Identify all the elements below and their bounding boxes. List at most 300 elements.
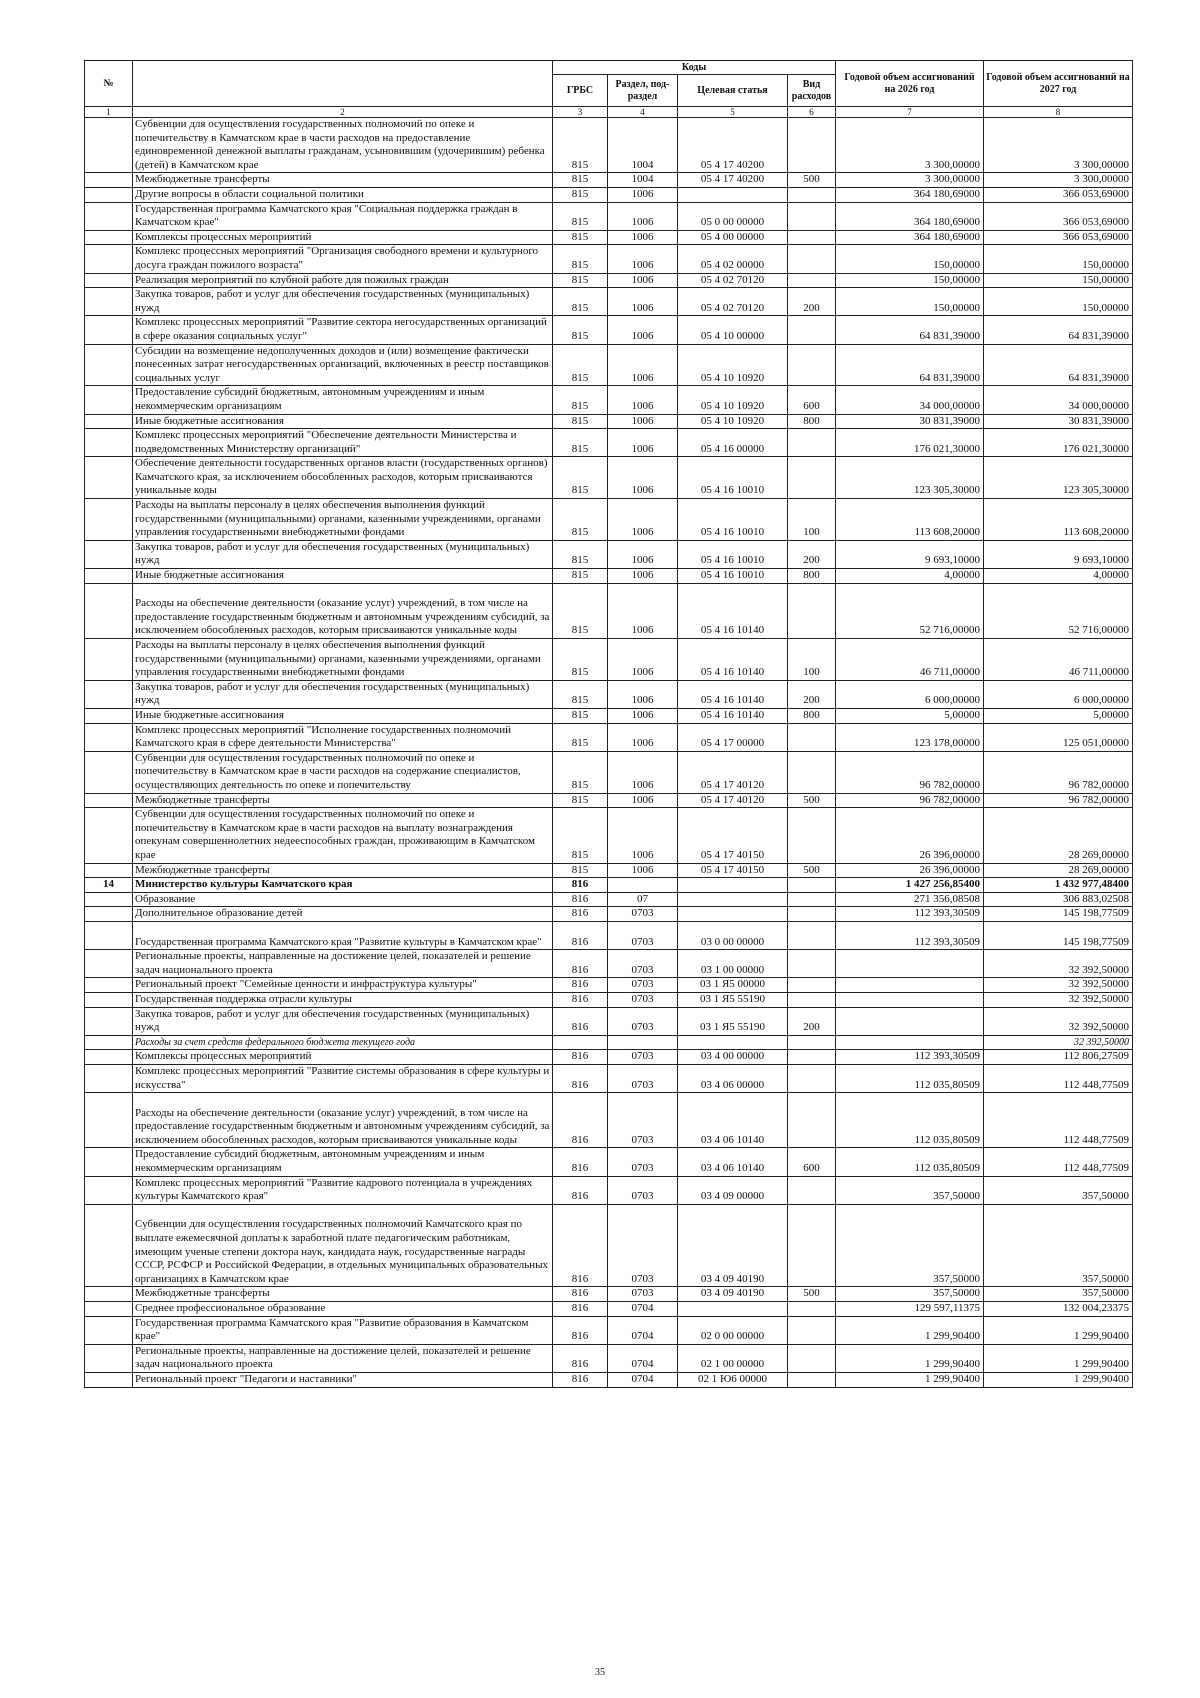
col-number: 3 [553,107,608,118]
row-name: Государственная программа Камчатского края "Социальная поддержка граждан в Камчатском крае" [133,202,553,230]
row-target-article: 03 1 Я5 55190 [678,1007,788,1035]
row-expense-type [788,992,836,1007]
row-sum-2026: 1 299,90400 [836,1316,984,1344]
row-sum-2026: 357,50000 [836,1204,984,1287]
row-sum-2027: 125 051,00000 [984,723,1133,751]
row-grbs: 816 [553,978,608,993]
row-sum-2026: 112 393,30509 [836,907,984,922]
table-row [85,808,1133,863]
page-number: 35 [595,1667,605,1678]
row-razdel: 0703 [608,1176,678,1204]
row-sum-2027: 150,00000 [984,245,1133,273]
header-sum-2026: Годовой объем ассигнований на 2026 год [836,61,984,107]
row-target-article: 05 4 17 40200 [678,173,788,188]
row-sum-2026: 150,00000 [836,245,984,273]
row-expense-type [788,1064,836,1092]
row-sum-2027: 132 004,23375 [984,1302,1133,1317]
row-target-article: 05 4 00 00000 [678,230,788,245]
row-sum-2026: 176 021,30000 [836,429,984,457]
row-name: Закупка товаров, работ и услуг для обеспечения государственных (муниципальных) нужд [133,288,553,316]
row-expense-type: 100 [788,499,836,541]
table-row [85,1204,1133,1287]
row-sum-2027: 32 392,50000 [984,1035,1133,1050]
row-name: Комплексы процессных мероприятий [133,1050,553,1065]
table-row [85,1064,1133,1092]
row-sum-2027: 96 782,00000 [984,751,1133,793]
row-number [85,1050,133,1065]
table-row [85,863,1133,878]
row-name: Государственная программа Камчатского края "Развитие образования в Камчатском крае" [133,1316,553,1344]
row-name: Субвенции для осуществления государственных полномочий по опеке и попечительству в Камчатском крае в части расходов на выплату вознаграждения опекунам совершеннолетних недееспособных граждан, проживающим в Камчатском крае [133,808,553,863]
row-name: Комплекс процессных мероприятий "Исполнение государственных полномочий Камчатского края в сфере деятельности Министерства" [133,723,553,751]
row-sum-2027: 3 300,00000 [984,173,1133,188]
row-expense-type [788,316,836,344]
row-sum-2027: 366 053,69000 [984,187,1133,202]
row-razdel: 1006 [608,187,678,202]
row-target-article: 03 1 Я5 55190 [678,992,788,1007]
table-row [85,709,1133,724]
table-row [85,978,1133,993]
row-grbs: 815 [553,793,608,808]
row-target-article: 05 4 17 40150 [678,808,788,863]
row-razdel: 1006 [608,808,678,863]
row-name: Субсидии на возмещение недополученных доходов и (или) возмещение фактически понесенных затрат негосударственных организаций, включенных в реестр поставщиков социальных услуг [133,344,553,386]
row-target-article: 03 4 00 00000 [678,1050,788,1065]
row-name: Закупка товаров, работ и услуг для обеспечения государственных (муниципальных) нужд [133,540,553,568]
row-number [85,344,133,386]
row-razdel: 1006 [608,680,678,708]
row-grbs: 815 [553,118,608,173]
row-number [85,118,133,173]
table-row [85,1344,1133,1372]
row-target-article: 05 4 02 70120 [678,288,788,316]
row-grbs: 816 [553,892,608,907]
row-sum-2026: 1 299,90400 [836,1373,984,1388]
row-razdel: 0704 [608,1302,678,1317]
table-row [85,907,1133,922]
row-sum-2027: 1 432 977,48400 [984,878,1133,893]
row-grbs: 815 [553,863,608,878]
row-razdel: 1006 [608,540,678,568]
row-expense-type: 800 [788,569,836,584]
row-sum-2026: 3 300,00000 [836,173,984,188]
row-grbs: 815 [553,414,608,429]
row-razdel: 1004 [608,118,678,173]
row-number [85,808,133,863]
row-grbs: 816 [553,1316,608,1344]
table-row [85,1373,1133,1388]
col-number: 6 [788,107,836,118]
row-target-article [678,1302,788,1317]
row-grbs: 816 [553,992,608,1007]
row-target-article [678,878,788,893]
row-target-article: 05 4 17 00000 [678,723,788,751]
row-sum-2026: 123 178,00000 [836,723,984,751]
row-number [85,1287,133,1302]
row-target-article: 05 4 16 10010 [678,569,788,584]
row-number [85,680,133,708]
row-expense-type [788,878,836,893]
row-razdel: 1006 [608,793,678,808]
row-name: Региональный проект "Педагоги и наставники" [133,1373,553,1388]
row-razdel: 0703 [608,907,678,922]
table-row [85,202,1133,230]
table-row [85,878,1133,893]
row-expense-type: 600 [788,386,836,414]
row-sum-2026: 26 396,00000 [836,863,984,878]
table-row [85,457,1133,499]
row-sum-2026: 113 608,20000 [836,499,984,541]
row-sum-2027: 64 831,39000 [984,344,1133,386]
row-name: Комплексы процессных мероприятий [133,230,553,245]
row-number [85,892,133,907]
row-grbs: 816 [553,950,608,978]
row-razdel: 1006 [608,414,678,429]
row-sum-2026 [836,978,984,993]
row-number [85,992,133,1007]
row-number [85,569,133,584]
row-target-article [678,1035,788,1050]
row-sum-2026: 6 000,00000 [836,680,984,708]
row-sum-2027: 30 831,39000 [984,414,1133,429]
table-row [85,344,1133,386]
row-grbs: 815 [553,316,608,344]
row-grbs: 816 [553,1344,608,1372]
row-sum-2027: 32 392,50000 [984,978,1133,993]
row-sum-2026: 52 716,00000 [836,583,984,638]
row-sum-2026: 3 300,00000 [836,118,984,173]
row-grbs: 815 [553,386,608,414]
row-sum-2027: 357,50000 [984,1176,1133,1204]
table-row [85,1287,1133,1302]
row-number [85,202,133,230]
row-sum-2026: 112 393,30509 [836,1050,984,1065]
row-target-article: 05 4 10 10920 [678,414,788,429]
table-row [85,288,1133,316]
header-sum-2027: Годовой объем ассигнований на 2027 год [984,61,1133,107]
table-row [85,187,1133,202]
row-expense-type [788,978,836,993]
row-razdel: 1006 [608,499,678,541]
row-name: Иные бюджетные ассигнования [133,414,553,429]
budget-table [84,60,1133,1388]
row-grbs [553,1035,608,1050]
row-grbs: 815 [553,173,608,188]
row-expense-type [788,1302,836,1317]
table-row [85,273,1133,288]
row-grbs: 816 [553,921,608,949]
row-razdel: 0703 [608,1287,678,1302]
row-expense-type: 200 [788,1007,836,1035]
table-row [85,230,1133,245]
header-name [133,61,553,107]
row-sum-2026: 150,00000 [836,288,984,316]
row-expense-type [788,1316,836,1344]
row-razdel: 1006 [608,457,678,499]
row-expense-type [788,892,836,907]
row-expense-type [788,723,836,751]
row-name: Комплекс процессных мероприятий "Развитие сектора негосударственных организаций в сфере оказания социальных услуг" [133,316,553,344]
header-razdel: Раздел, под-раздел [608,75,678,107]
row-grbs: 816 [553,1050,608,1065]
row-sum-2027: 112 448,77509 [984,1093,1133,1148]
row-sum-2026: 5,00000 [836,709,984,724]
row-sum-2026: 150,00000 [836,273,984,288]
row-grbs: 816 [553,1064,608,1092]
row-sum-2027: 52 716,00000 [984,583,1133,638]
row-expense-type [788,118,836,173]
row-name: Комплекс процессных мероприятий "Развитие системы образования в сфере культуры и искусства" [133,1064,553,1092]
row-number [85,414,133,429]
row-number [85,173,133,188]
row-grbs: 816 [553,1176,608,1204]
row-sum-2027: 145 198,77509 [984,921,1133,949]
table-row [85,173,1133,188]
row-sum-2027: 96 782,00000 [984,793,1133,808]
row-expense-type: 800 [788,709,836,724]
row-grbs: 816 [553,1302,608,1317]
table-row [85,921,1133,949]
row-expense-type [788,1344,836,1372]
row-sum-2027: 1 299,90400 [984,1316,1133,1344]
row-name: Расходы на выплаты персоналу в целях обеспечения выполнения функций государственными (муниципальными) органами, казенными учреждениями, органами управления государственными внебюджетными фондами [133,499,553,541]
row-grbs: 816 [553,1093,608,1148]
table-row [85,751,1133,793]
row-target-article: 05 4 02 00000 [678,245,788,273]
row-number [85,540,133,568]
table-row [85,1316,1133,1344]
row-razdel: 0703 [608,1064,678,1092]
row-sum-2026 [836,1035,984,1050]
row-sum-2026: 26 396,00000 [836,808,984,863]
row-razdel: 1006 [608,202,678,230]
row-target-article: 05 4 16 10140 [678,709,788,724]
row-target-article: 05 4 17 40120 [678,793,788,808]
table-row [85,569,1133,584]
row-sum-2026: 129 597,11375 [836,1302,984,1317]
row-target-article: 05 4 10 10920 [678,386,788,414]
row-sum-2027: 34 000,00000 [984,386,1133,414]
row-target-article: 05 4 16 10140 [678,680,788,708]
row-sum-2026: 364 180,69000 [836,202,984,230]
row-grbs: 815 [553,709,608,724]
row-sum-2026: 112 035,80509 [836,1093,984,1148]
table-row [85,1050,1133,1065]
row-razdel: 1006 [608,639,678,681]
row-number [85,639,133,681]
row-number [85,1176,133,1204]
row-sum-2027: 64 831,39000 [984,316,1133,344]
row-name: Региональные проекты, направленные на достижение целей, показателей и решение задач национального проекта [133,950,553,978]
row-target-article: 05 4 17 40200 [678,118,788,173]
row-target-article: 05 4 16 10010 [678,457,788,499]
table-row [85,793,1133,808]
row-name: Расходы за счет средств федерального бюджета текущего года [133,1035,553,1050]
row-target-article: 03 4 06 00000 [678,1064,788,1092]
row-name: Расходы на обеспечение деятельности (оказание услуг) учреждений, в том числе на предоставление государственным бюджетным и автономным учреждениям субсидий, за исключением обособленных расходов, которым присваиваются уникальные коды [133,583,553,638]
col-number: 2 [133,107,553,118]
row-target-article [678,907,788,922]
row-grbs: 815 [553,288,608,316]
row-grbs: 815 [553,540,608,568]
row-number [85,457,133,499]
row-sum-2026 [836,950,984,978]
row-razdel: 1006 [608,751,678,793]
row-number [85,709,133,724]
row-number [85,950,133,978]
row-sum-2026: 364 180,69000 [836,187,984,202]
row-sum-2027: 5,00000 [984,709,1133,724]
row-sum-2026: 34 000,00000 [836,386,984,414]
row-expense-type: 200 [788,288,836,316]
header-grbs: ГРБС [553,75,608,107]
row-number [85,499,133,541]
row-grbs: 815 [553,273,608,288]
col-number: 5 [678,107,788,118]
row-name: Региональный проект "Семейные ценности и инфраструктура культуры" [133,978,553,993]
row-expense-type: 200 [788,680,836,708]
row-grbs: 816 [553,1148,608,1176]
row-razdel: 0703 [608,921,678,949]
row-target-article: 05 4 17 40150 [678,863,788,878]
row-name: Межбюджетные трансферты [133,173,553,188]
row-sum-2027: 1 299,90400 [984,1373,1133,1388]
row-sum-2027: 32 392,50000 [984,950,1133,978]
row-expense-type [788,1035,836,1050]
row-target-article: 03 4 06 10140 [678,1148,788,1176]
row-expense-type [788,1204,836,1287]
table-row [85,892,1133,907]
row-target-article: 05 4 17 40120 [678,751,788,793]
row-target-article: 03 4 09 40190 [678,1287,788,1302]
row-expense-type [788,1176,836,1204]
row-razdel: 1006 [608,429,678,457]
row-sum-2026: 9 693,10000 [836,540,984,568]
row-razdel: 1006 [608,273,678,288]
row-expense-type: 500 [788,863,836,878]
row-target-article: 02 1 Ю6 00000 [678,1373,788,1388]
row-razdel: 1006 [608,723,678,751]
row-number [85,1344,133,1372]
row-razdel: 0703 [608,1093,678,1148]
row-expense-type: 500 [788,1287,836,1302]
row-sum-2026: 46 711,00000 [836,639,984,681]
row-sum-2027: 357,50000 [984,1287,1133,1302]
row-target-article: 05 4 16 10010 [678,540,788,568]
row-sum-2026: 364 180,69000 [836,230,984,245]
row-expense-type: 600 [788,1148,836,1176]
row-number [85,1316,133,1344]
row-grbs: 815 [553,639,608,681]
header-codes: Коды [553,61,836,75]
row-grbs: 816 [553,1007,608,1035]
row-razdel: 0703 [608,978,678,993]
row-number [85,230,133,245]
row-expense-type [788,1373,836,1388]
row-expense-type [788,187,836,202]
row-expense-type: 200 [788,540,836,568]
row-expense-type [788,583,836,638]
row-name: Обеспечение деятельности государственных органов власти (государственных органов) Камчатского края, за исключением обособленных расходов, которым присваиваются уникальные коды [133,457,553,499]
row-name: Межбюджетные трансферты [133,793,553,808]
row-number [85,863,133,878]
row-target-article [678,892,788,907]
row-grbs: 815 [553,245,608,273]
row-grbs: 815 [553,344,608,386]
row-number [85,429,133,457]
row-name: Иные бюджетные ассигнования [133,709,553,724]
row-sum-2027: 1 299,90400 [984,1344,1133,1372]
header-num: № [85,61,133,107]
row-name: Межбюджетные трансферты [133,1287,553,1302]
row-expense-type [788,273,836,288]
row-number [85,1035,133,1050]
row-name: Дополнительное образование детей [133,907,553,922]
header-csr: Целевая статья [678,75,788,107]
row-razdel: 1006 [608,344,678,386]
row-razdel [608,1035,678,1050]
row-razdel: 0704 [608,1316,678,1344]
row-sum-2026: 1 299,90400 [836,1344,984,1372]
table-row [85,540,1133,568]
row-name: Комплекс процессных мероприятий "Развитие кадрового потенциала в учреждениях культуры Камчатского края" [133,1176,553,1204]
row-razdel: 0703 [608,1148,678,1176]
row-sum-2027: 113 608,20000 [984,499,1133,541]
row-number [85,1064,133,1092]
row-number [85,1148,133,1176]
row-sum-2027: 357,50000 [984,1204,1133,1287]
row-sum-2026: 1 427 256,85400 [836,878,984,893]
row-grbs: 816 [553,1287,608,1302]
row-expense-type [788,429,836,457]
row-expense-type [788,457,836,499]
row-sum-2027: 3 300,00000 [984,118,1133,173]
table-row [85,1035,1133,1050]
row-razdel: 0703 [608,1050,678,1065]
table-row [85,386,1133,414]
row-number [85,1302,133,1317]
row-sum-2027: 4,00000 [984,569,1133,584]
row-expense-type: 800 [788,414,836,429]
row-razdel: 1006 [608,230,678,245]
row-razdel: 1006 [608,288,678,316]
table-row [85,245,1133,273]
row-sum-2027: 150,00000 [984,273,1133,288]
table-row [85,316,1133,344]
row-razdel: 1004 [608,173,678,188]
row-sum-2026: 357,50000 [836,1287,984,1302]
row-expense-type [788,751,836,793]
row-number [85,921,133,949]
row-number [85,273,133,288]
row-target-article: 05 4 16 10140 [678,583,788,638]
row-sum-2027: 28 269,00000 [984,863,1133,878]
row-razdel: 0703 [608,950,678,978]
row-number [85,907,133,922]
table-row [85,639,1133,681]
row-sum-2027: 123 305,30000 [984,457,1133,499]
row-sum-2027: 145 198,77509 [984,907,1133,922]
table-body [85,118,1133,1388]
row-grbs: 815 [553,230,608,245]
row-number [85,793,133,808]
row-number [85,1093,133,1148]
row-expense-type: 500 [788,793,836,808]
table-header [85,61,1133,118]
table-row [85,950,1133,978]
row-sum-2027: 176 021,30000 [984,429,1133,457]
row-name: Среднее профессиональное образование [133,1302,553,1317]
